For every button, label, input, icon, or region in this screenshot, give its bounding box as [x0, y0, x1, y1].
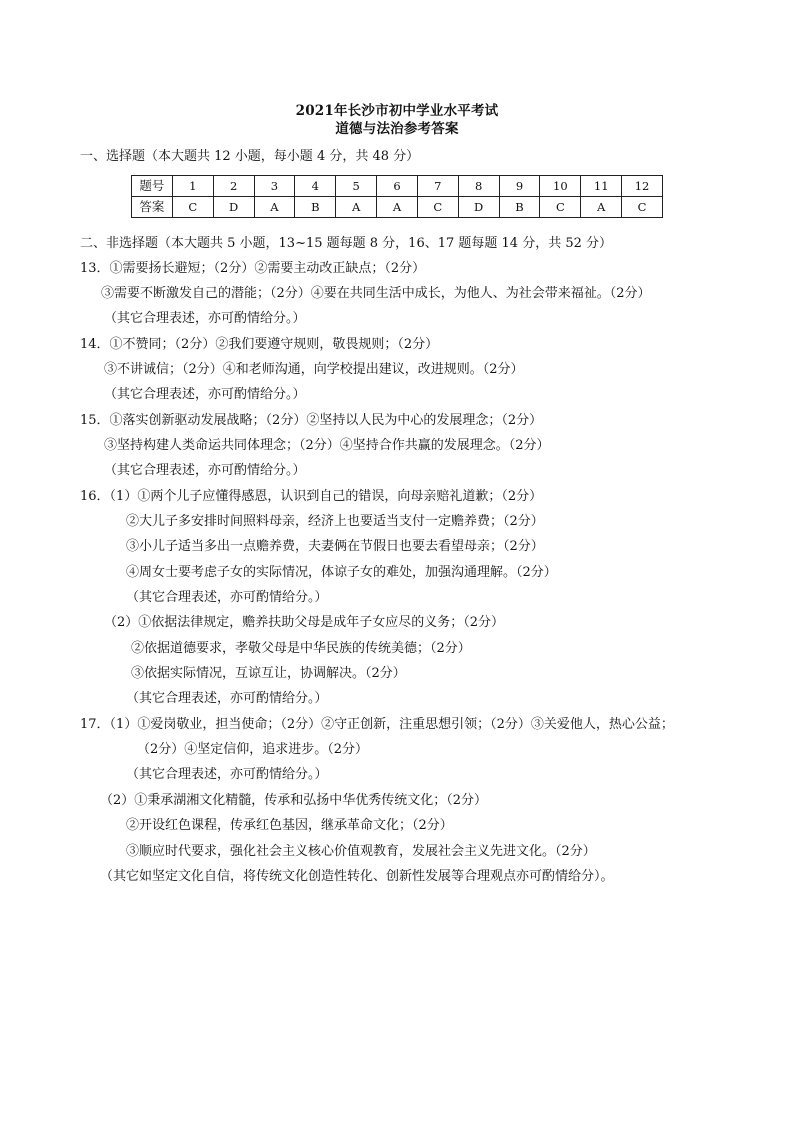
answer-cell: C	[540, 197, 581, 218]
answer-cell: D	[213, 197, 254, 218]
question-number: 12	[622, 176, 663, 197]
answer-line: 17．（1）①爱岗敬业，担当使命；（2分）②守正创新，注重思想引领；（2分）③关爱他人，热心公益；	[80, 717, 674, 732]
answer-line: ③顺应时代要求，强化社会主义核心价值观教育，发展社会主义先进文化。（2分）	[126, 844, 596, 859]
question-number: 2	[213, 176, 254, 197]
answer-line: （2）①秉承湖湘文化精髓，传承和弘扬中华优秀传统文化；（2分）	[100, 793, 488, 808]
answer-note: （其它合理表述，亦可酌情给分。）	[104, 463, 306, 478]
answer-note: （其它如坚定文化自信，将传统文化创造性转化、创新性发展等合理观点亦可酌情给分）。	[100, 869, 614, 884]
answer-cell: A	[336, 197, 377, 218]
exam-title: 2021年长沙市初中学业水平考试	[295, 103, 499, 119]
answer-line: ②依据道德要求，孝敬父母是中华民族的传统美德；（2分）	[131, 641, 471, 656]
answer-line: ②开设红色课程，传承红色基因，继承革命文化；（2分）	[126, 818, 453, 833]
answer-line: （2）①依据法律规定，赡养扶助父母是成年子女应尽的义务；（2分）	[104, 615, 505, 630]
answer-cell: C	[417, 197, 458, 218]
answer-line: ③小儿子适当多出一点赡养费，夫妻俩在节假日也要去看望母亲；（2分）	[126, 539, 544, 554]
answer-line: 15．①落实创新驱动发展战略；（2分）②坚持以人民为中心的发展理念；（2分）	[80, 413, 543, 428]
answer-cell: C	[622, 197, 663, 218]
question-number: 6	[377, 176, 418, 197]
question-number: 1	[172, 176, 213, 197]
answer-cell: A	[254, 197, 295, 218]
answer-cell: C	[172, 197, 213, 218]
question-number: 11	[581, 176, 622, 197]
answer-table	[131, 175, 663, 218]
question-number: 7	[417, 176, 458, 197]
answer-note: （其它合理表述，亦可酌情给分。）	[126, 767, 328, 782]
row-label-number: 题号	[132, 176, 173, 197]
answer-cell: D	[458, 197, 499, 218]
answer-line: ③需要不断激发自己的潜能；（2分）④要在共同生活中成长，为他人、为社会带来福祉。（2分）	[101, 286, 651, 301]
answer-note: （其它合理表述，亦可酌情给分。）	[104, 387, 306, 402]
answer-note: （其它合理表述，亦可酌情给分。）	[126, 691, 328, 706]
answer-line: ③坚持构建人类命运共同体理念；（2分）④坚持合作共赢的发展理念。（2分）	[104, 438, 550, 453]
answer-line: ②大儿子多安排时间照料母亲，经济上也要适当支付一定赡养费；（2分）	[126, 514, 544, 529]
answer-line: 14．①不赞同；（2分）②我们要遵守规则，敬畏规则；（2分）	[80, 337, 439, 352]
answer-note: （其它合理表述，亦可酌情给分。）	[126, 590, 328, 605]
answer-row	[132, 197, 663, 218]
question-number: 3	[254, 176, 295, 197]
question-number: 5	[336, 176, 377, 197]
answer-line: （2分）④坚定信仰，追求进步。（2分）	[137, 742, 369, 757]
answer-line: ④周女士要考虑子女的实际情况，体谅子女的难处，加强沟通理解。（2分）	[126, 565, 557, 580]
row-label-answer: 答案	[132, 197, 173, 218]
section1-heading: 一、选择题（本大题共 12 小题，每小题 4 分，共 48 分）	[80, 149, 420, 164]
question-number: 9	[499, 176, 540, 197]
question-number: 8	[458, 176, 499, 197]
answer-cell: B	[295, 197, 336, 218]
exam-subtitle: 道德与法治参考答案	[335, 121, 459, 137]
answer-line: 13．①需要扬长避短；（2分）②需要主动改正缺点；（2分）	[80, 261, 426, 276]
answer-note: （其它合理表述，亦可酌情给分。）	[104, 311, 306, 326]
answer-cell: B	[499, 197, 540, 218]
answer-line: ③不讲诚信；（2分）④和老师沟通，向学校提出建议，改进规则。（2分）	[104, 362, 524, 377]
section2-heading: 二、非选择题（本大题共 5 小题，13~15 题每题 8 分，16、17 题每题 14 分，共 52 分）	[80, 236, 613, 251]
answer-line: 16．（1）①两个儿子应懂得感恩，认识到自己的错误，向母亲赔礼道歉；（2分）	[80, 489, 543, 504]
question-number: 10	[540, 176, 581, 197]
answer-cell: A	[581, 197, 622, 218]
answer-cell: A	[377, 197, 418, 218]
number-row	[132, 176, 663, 197]
question-number: 4	[295, 176, 336, 197]
answer-line: ③依据实际情况，互谅互让，协调解决。（2分）	[131, 666, 406, 681]
